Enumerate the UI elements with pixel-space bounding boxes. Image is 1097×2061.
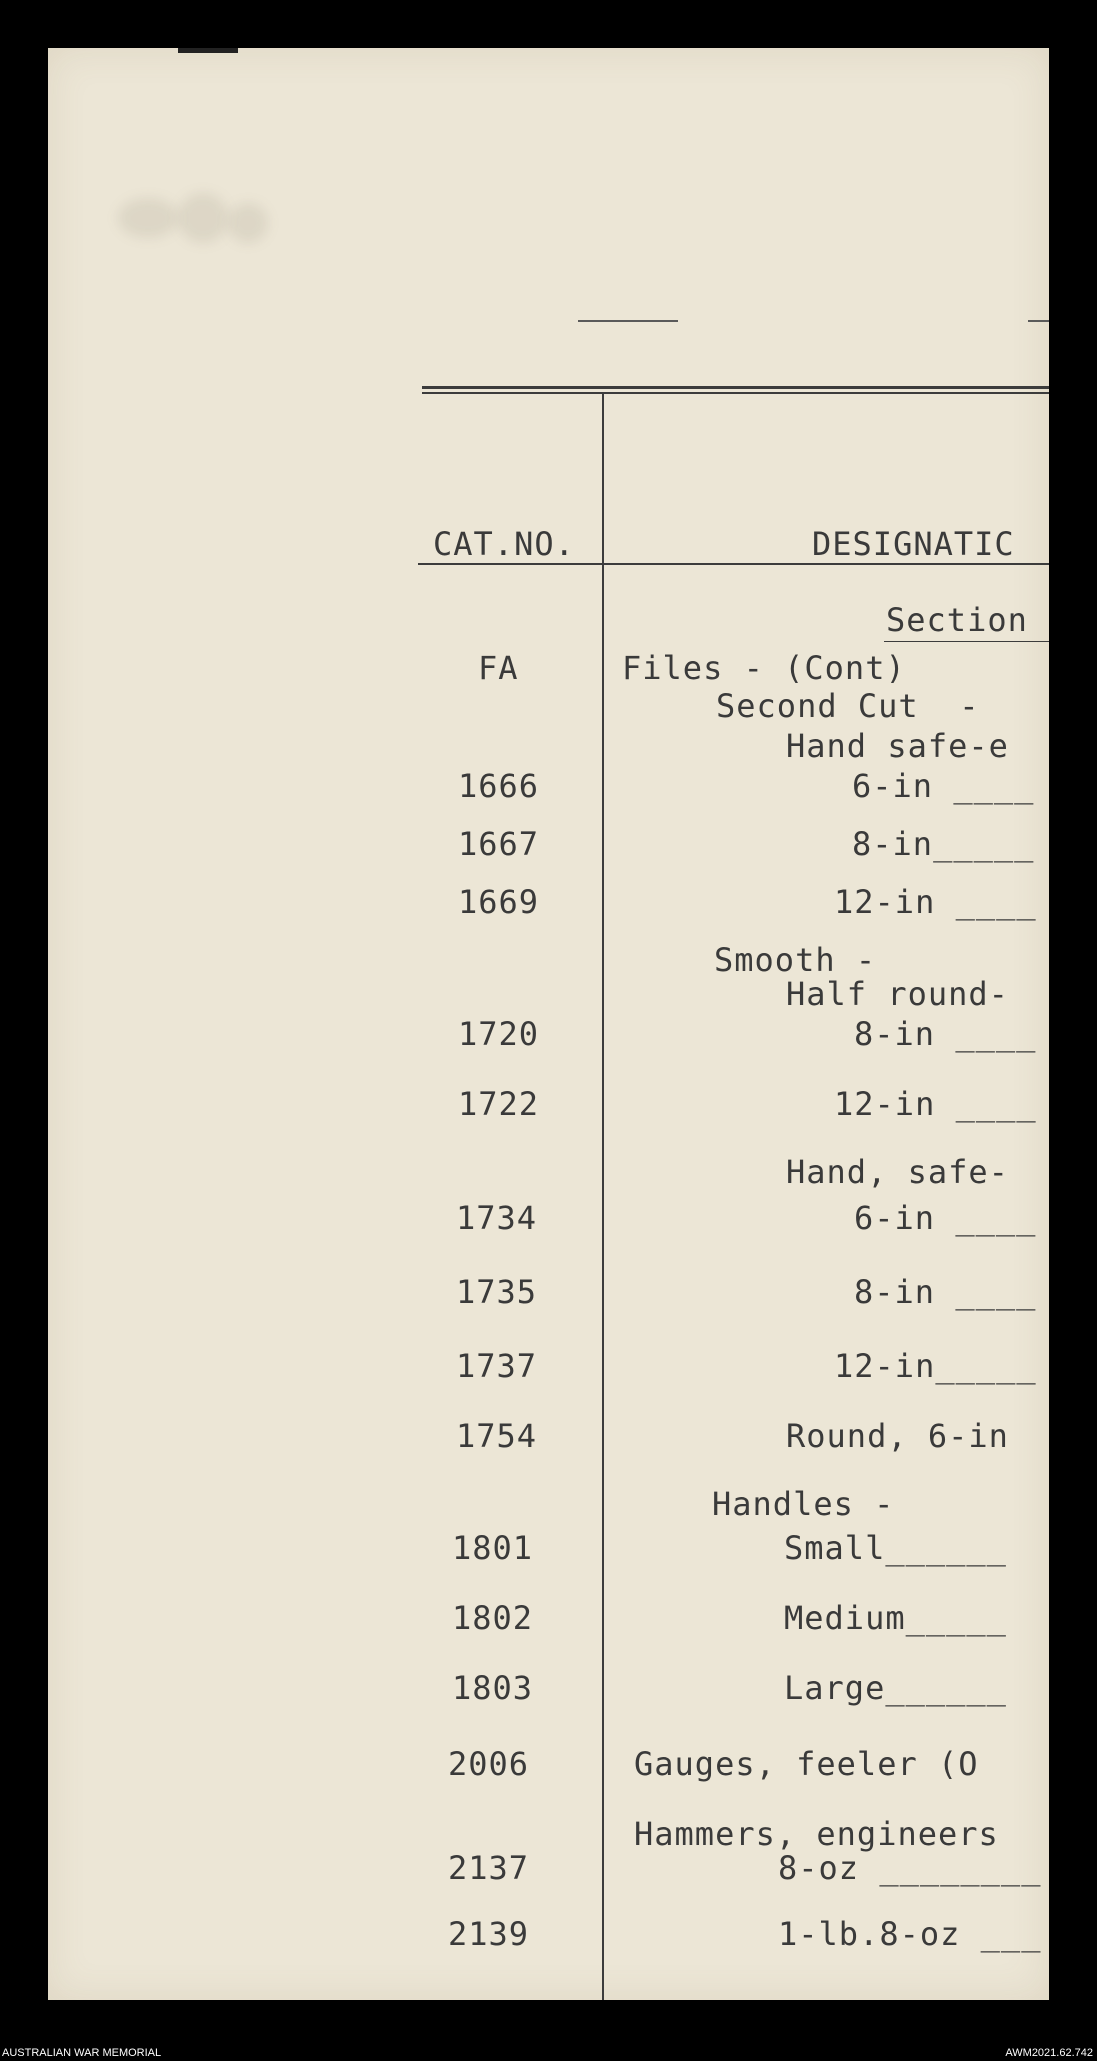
row-cat: 1801 [452,1529,534,1567]
pin-hole-mark [178,193,228,243]
row-designation: Handles - [712,1485,895,1523]
row-cat: 1802 [452,1599,534,1637]
row-designation: Hand safe-e [786,727,1009,765]
row-designation: Round, 6-in [786,1417,1009,1455]
row-designation: Smooth - [714,941,877,979]
row-designation: Second Cut - [716,687,980,725]
row-cat: 2137 [448,1849,530,1887]
row-cat: 1667 [458,825,540,863]
row-designation: 8-oz ________ [778,1849,1042,1887]
section-heading: Section [886,601,1028,639]
row-designation: Gauges, feeler (O [634,1745,979,1783]
column-divider [602,392,604,2000]
row-designation: Hammers, engineers [634,1815,999,1853]
dash-mark [1028,320,1049,322]
document-page [48,48,1049,2000]
dash-mark [578,320,678,322]
row-cat: 2139 [448,1915,530,1953]
row-cat: 1669 [458,883,540,921]
row-designation: 6-in ____ [852,767,1035,805]
row-cat: 2006 [448,1745,530,1783]
row-designation: Large______ [784,1669,1007,1707]
row-designation: 1-lb.8-oz ___ [778,1915,1042,1953]
table-top-rule [422,386,1049,389]
section-underline [884,641,1049,642]
row-designation: Files - (Cont) [622,649,906,687]
row-cat: 1735 [456,1273,538,1311]
row-cat: 1666 [458,767,540,805]
header-bottom-rule [418,563,1049,565]
row-cat: 1754 [456,1417,538,1455]
header-cat-no: CAT.NO. [433,525,575,563]
row-designation: 6-in ____ [854,1199,1037,1237]
row-designation: Half round- [786,975,1009,1013]
row-cat: 1722 [458,1085,540,1123]
row-cat: FA [478,649,519,687]
footer-accession-number: AWM2021.62.742 [1005,2047,1093,2059]
row-cat: 1720 [458,1015,540,1053]
row-designation: Small______ [784,1529,1007,1567]
footer-credit: AUSTRALIAN WAR MEMORIAL [2,2047,162,2059]
row-designation: 8-in ____ [854,1015,1037,1053]
row-designation: 12-in_____ [834,1347,1037,1385]
pin-hole-mark [118,198,178,238]
row-cat: 1737 [456,1347,538,1385]
row-designation: Hand, safe- [786,1153,1009,1191]
table-top-rule-2 [422,392,1049,394]
row-designation: 12-in ____ [834,1085,1037,1123]
row-cat: 1803 [452,1669,534,1707]
header-designation: DESIGNATIC [812,525,1015,563]
row-cat: 1734 [456,1199,538,1237]
row-designation: 12-in ____ [834,883,1037,921]
row-designation: 8-in_____ [852,825,1035,863]
top-edge-mark [178,48,238,53]
row-designation: 8-in ____ [854,1273,1037,1311]
row-designation: Medium_____ [784,1599,1007,1637]
pin-hole-mark [228,203,268,243]
